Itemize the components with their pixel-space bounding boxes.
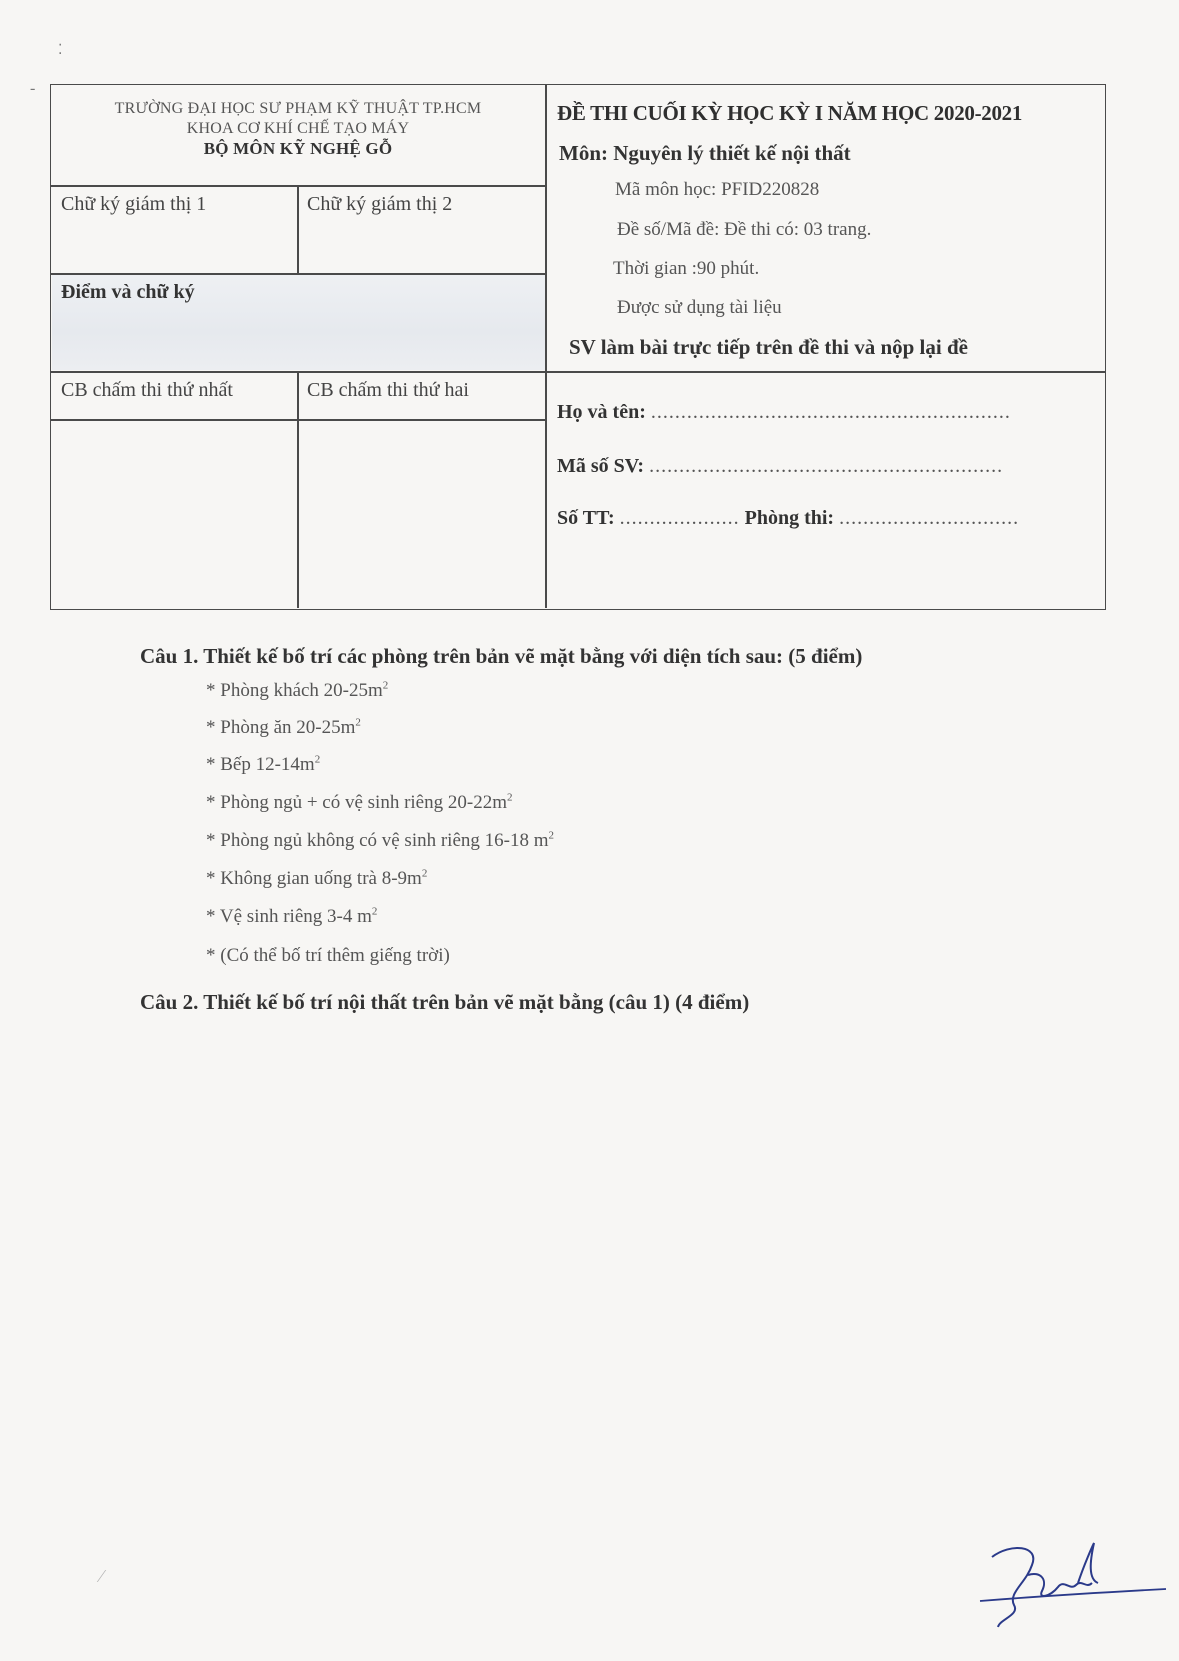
q1-item: * Vệ sinh riêng 3-4 $m^2$ <box>206 905 378 927</box>
grader1-label: CB chấm thi thứ nhất <box>61 379 233 401</box>
student-id-row <box>557 455 1003 478</box>
exam-note: SV làm bài trực tiếp trên đề thi và nộp lại đề <box>569 335 968 359</box>
student-name-row <box>557 401 1011 424</box>
question-2-title: Câu 2. Thiết kế bố trí nội thất trên bản vẽ mặt bằng (câu 1) (4 điểm) <box>140 990 750 1014</box>
exam-room-field[interactable]: .............................. <box>839 507 1020 529</box>
score-label: Điểm và chữ ký <box>61 281 195 303</box>
department-name: BỘ MÔN KỸ NGHỆ GỖ <box>203 139 393 158</box>
student-no-field[interactable]: .................... <box>619 507 740 529</box>
faculty-name: KHOA CƠ KHÍ CHẾ TẠO MÁY <box>186 120 410 137</box>
scan-mark: ⁚ <box>58 43 63 58</box>
exam-header-table <box>50 84 1106 610</box>
q1-item: * Bếp $12-14m^2$ <box>206 753 321 775</box>
student-id-label: Mã số SV: <box>557 455 645 477</box>
grader2-label: CB chấm thi thứ hai <box>307 379 469 401</box>
student-no-label: Số TT: <box>557 507 615 529</box>
school-block <box>51 99 545 159</box>
q1-item: * Phòng ngủ + có vệ sinh riêng $20-22m^2$ <box>206 791 513 813</box>
q1-item: * (Có thể bố trí thêm giếng trời) <box>206 945 450 966</box>
student-name-label: Họ và tên: <box>557 401 646 423</box>
exam-code: Mã môn học: PFID220828 <box>615 179 820 200</box>
school-name: TRƯỜNG ĐẠI HỌC SƯ PHẠM KỸ THUẬT TP.HCM <box>114 100 482 117</box>
student-name-field[interactable]: ............................................................ <box>650 401 1011 423</box>
exam-subject: Môn: Nguyên lý thiết kế nội thất <box>559 141 851 165</box>
proctor2-label: Chữ ký giám thị 2 <box>307 193 453 215</box>
q1-item: * Phòng ăn $20-25m^2$ <box>206 716 361 738</box>
exam-room-label: Phòng thi: <box>744 507 835 529</box>
scan-mark: - <box>30 80 36 97</box>
student-no-row <box>557 507 1019 530</box>
handwritten-signature <box>970 1535 1170 1635</box>
q1-item: * Phòng ngủ không có vệ sinh riêng 16-18 $m^2$ <box>206 829 555 851</box>
exam-title: ĐỀ THI CUỐI KỲ HỌC KỲ I NĂM HỌC 2020-2021 <box>557 101 1023 125</box>
exam-pages: Đề số/Mã đề: Đề thi có: 03 trang. <box>617 219 872 240</box>
q1-item: * Phòng khách $20-25m^2$ <box>206 679 389 701</box>
student-id-field[interactable]: ........................................................... <box>649 455 1004 477</box>
exam-materials: Được sử dụng tài liệu <box>617 297 782 318</box>
question-1-title: Câu 1. Thiết kế bố trí các phòng trên bản vẽ mặt bằng với diện tích sau: (5 điểm) <box>140 644 863 668</box>
q1-item: * Không gian uống trà $8-9m^2$ <box>206 867 428 889</box>
exam-time: Thời gian :90 phút. <box>613 258 760 279</box>
proctor1-label: Chữ ký giám thị 1 <box>61 193 207 215</box>
scan-mark: ⁄ <box>100 1566 104 1586</box>
